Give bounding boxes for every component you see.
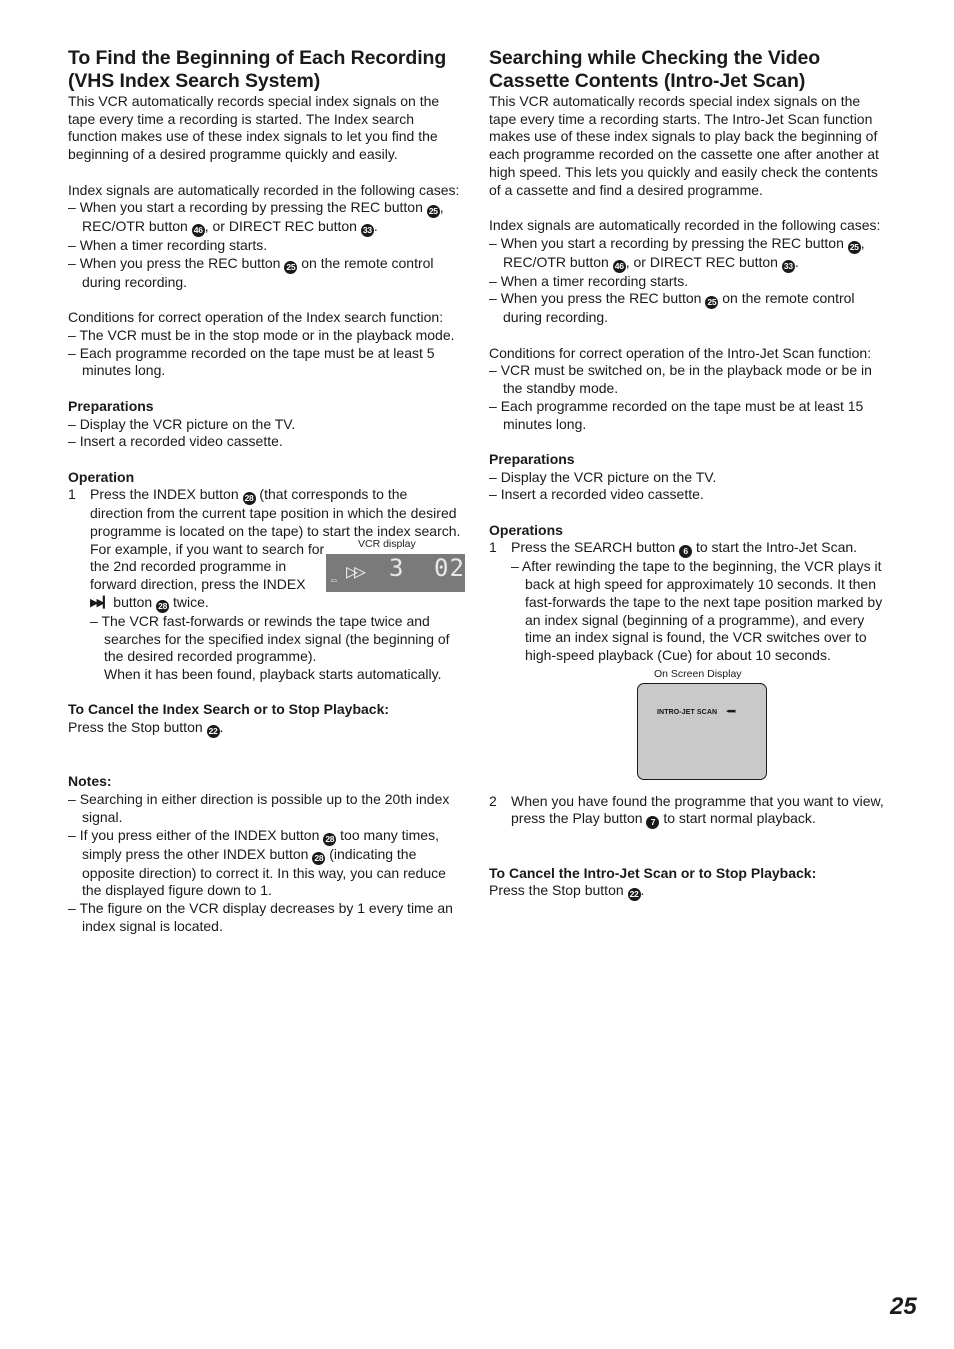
vcr-display-caption: VCR display <box>358 537 416 550</box>
left-case-3: – When you press the REC button 25 on the remote control during recording. <box>68 254 434 290</box>
left-case-1: – When you start a recording by pressing the REC button 25 , REC/OTR button 46 , or DIRECT REC button 33 . <box>68 199 444 236</box>
page-number: 25 <box>890 1293 917 1320</box>
left-prep-2: – Insert a recorded video cassette. <box>68 433 283 450</box>
next-skip-icon: ▶▶▎ <box>90 596 110 609</box>
right-step-1: 1 Press the SEARCH button 6 to start the Intro-Jet Scan. <box>489 539 858 557</box>
right-cases-intro: Index signals are automatically recorded in the following cases: <box>489 216 881 233</box>
right-prep-2: – Insert a recorded video cassette. <box>489 486 704 503</box>
left-example: VCR display ▭ ▷▷ 3 02 For example, if you want to search for the 2nd recorded programme in forward direction, press the INDEX ▶▶▎ button 28 twice. <box>90 537 465 611</box>
search-button-ref: 6 <box>679 545 692 558</box>
fast-forward-icon: ▷▷ <box>346 558 363 583</box>
left-sub-2: When it has been found, playback starts automatically. <box>104 665 442 682</box>
note-1: – Searching in either direction is possible up to the 20th index signal. <box>68 791 450 825</box>
stop-button-ref: 22 <box>207 725 220 738</box>
rec-otr-button-ref: 46 <box>192 224 205 237</box>
left-cond-1: – The VCR must be in the stop mode or in the playback mode. <box>68 327 455 343</box>
right-op-heading: Operations <box>489 521 563 538</box>
right-case-1: – When you start a recording by pressing the REC button 25 , REC/OTR button 46 , or DIRECT REC button 33 . <box>489 234 865 271</box>
play-button-ref: 7 <box>646 816 659 829</box>
left-column <box>68 47 464 935</box>
right-cancel-text: Press the Stop button 22 . <box>489 882 645 900</box>
left-step-1: 1 Press the INDEX button 28 (that corresponds to the direction from the current tape position in which the desired programme is located on the tape) to start the index search. <box>68 486 461 539</box>
index-button-ref: 28 <box>312 852 325 865</box>
rec-button-ref: 25 <box>705 296 718 309</box>
left-cases-intro: Index signals are automatically recorded in the following cases: <box>68 181 460 198</box>
cassette-icon: ▭ <box>331 575 337 586</box>
left-op-heading: Operation <box>68 468 135 485</box>
left-title: To Find the Beginning of Each Recording (VHS Index Search System) <box>68 47 447 92</box>
rec-button-ref: 25 <box>284 261 297 274</box>
vcr-display <box>326 554 465 592</box>
left-intro: This VCR automatically records special index signals on the tape every time a recording is started. The Index search function makes use of these index signals to let you find the beginning of a desired programme quickly and easily. <box>68 93 440 163</box>
left-prep-heading: Preparations <box>68 397 154 414</box>
direct-rec-button-ref: 33 <box>361 224 374 237</box>
index-button-ref: 28 <box>323 833 336 846</box>
left-sub-1: – The VCR fast-forwards or rewinds the tape twice and searches for the specified index signal (the beginning of the desired recorded programme). <box>90 612 450 665</box>
right-prep-heading: Preparations <box>489 450 575 467</box>
on-screen-display-figure <box>489 665 886 793</box>
osd-text: INTRO-JET SCAN <box>657 708 718 716</box>
right-step-2: 2 When you have found the programme that you want to view, press the Play button 7 to start normal playback. <box>489 792 884 828</box>
right-cond-1: – VCR must be switched on, be in the playback mode or be in the standby mode. <box>489 362 872 397</box>
index-button-ref: 28 <box>156 600 169 613</box>
left-case-2: – When a timer recording starts. <box>68 237 268 254</box>
osd-caption: On Screen Display <box>654 667 742 680</box>
rec-button-ref: 25 <box>427 205 440 218</box>
tv-screen <box>637 683 767 780</box>
right-case-2: – When a timer recording starts. <box>489 272 689 289</box>
left-cancel-text: Press the Stop button 22 . <box>68 719 224 737</box>
vcr-display-count: 02 <box>434 553 465 582</box>
left-cond-2: – Each programme recorded on the tape must be at least 5 minutes long. <box>68 344 435 379</box>
rec-button-ref: 25 <box>848 241 861 254</box>
right-prep-1: – Display the VCR picture on the TV. <box>489 468 717 485</box>
vcr-display-figure <box>326 538 465 592</box>
scan-indicator-icon: ◂◂◂◂ <box>726 707 735 715</box>
vcr-display-digit: 3 <box>389 553 404 582</box>
note-3: – The figure on the VCR display decreases by 1 every time an index signal is located. <box>68 899 453 934</box>
index-button-ref: 28 <box>243 492 256 505</box>
right-cancel-heading: To Cancel the Intro-Jet Scan or to Stop Playback: <box>489 864 817 881</box>
right-column <box>489 47 886 901</box>
direct-rec-button-ref: 33 <box>782 260 795 273</box>
left-prep-1: – Display the VCR picture on the TV. <box>68 415 296 432</box>
rec-otr-button-ref: 46 <box>613 260 626 273</box>
stop-button-ref: 22 <box>628 888 641 901</box>
left-cond-intro: Conditions for correct operation of the Index search function: <box>68 309 444 326</box>
right-cond-2: – Each programme recorded on the tape must be at least 15 minutes long. <box>489 397 864 432</box>
right-sub-1: – After rewinding the tape to the beginning, the VCR plays it back at high speed for approximately 10 seconds. It then fast-forwards the tape to the next tape position marked by an index signal (beginning of a programme), and every time an index signal is found, the VCR switches over to high-speed playback (Cue) for about 10 seconds. <box>511 558 883 663</box>
right-cond-intro: Conditions for correct operation of the Intro-Jet Scan function: <box>489 344 872 361</box>
right-intro: This VCR automatically records special index signals on the tape every time a recording starts. The Intro-Jet Scan function makes use of these index signals to play back the beginning of each programme recorded on the cassette one after another at high speed. This lets you quickly and easily check the contents of a cassette and find a desired programme. <box>489 93 879 198</box>
notes-heading: Notes: <box>68 773 112 790</box>
right-case-3: – When you press the REC button 25 on the remote control during recording. <box>489 290 855 326</box>
note-2: – If you press either of the INDEX button 28 too many times, simply press the other INDEX button 28 (indicating the opposite direction) to correct it. In this way, you can reduce the displayed figure down to 1. <box>68 826 446 899</box>
right-title: Searching while Checking the Video Cassette Contents (Intro-Jet Scan) <box>489 47 821 92</box>
left-cancel-heading: To Cancel the Index Search or to Stop Playback: <box>68 701 390 718</box>
